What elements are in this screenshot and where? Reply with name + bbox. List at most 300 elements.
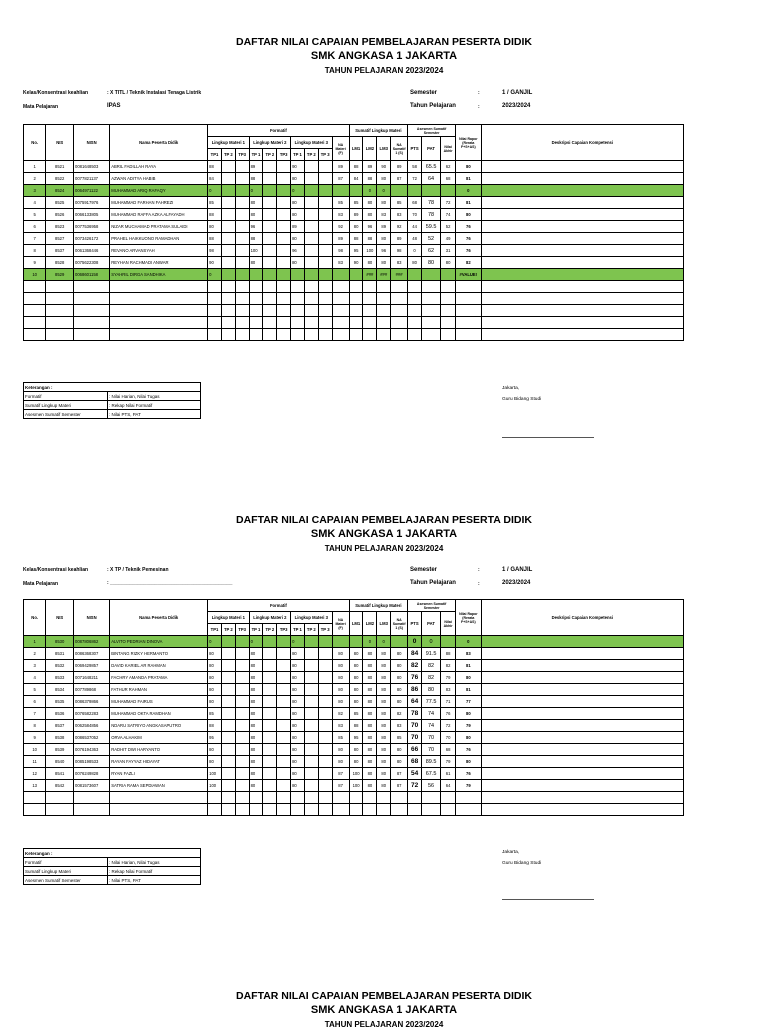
cell-lm3tp1: 80 xyxy=(291,660,305,672)
legend-value: : Rekap Nilai Formatif xyxy=(108,867,201,876)
cell-empty xyxy=(235,648,249,660)
semester-label: Semester xyxy=(410,567,438,573)
cell-pat: 89.5 xyxy=(421,756,440,768)
cell-akhir: 49 xyxy=(441,233,456,245)
academic-year: TAHUN PELAJARAN 2023/2024 xyxy=(324,544,444,553)
cell-lm3tp1: 80 xyxy=(291,732,305,744)
cell-na-s: 92 xyxy=(391,221,408,233)
cell-lm2: 80 xyxy=(363,720,377,732)
cell-empty xyxy=(263,720,277,732)
semester-value: 1 / GANJIL xyxy=(502,567,533,573)
cell-tp1: 88 xyxy=(208,233,222,245)
cell-pts: 68 xyxy=(408,756,422,768)
col-tp1: TP1 xyxy=(208,624,222,636)
cell-empty xyxy=(221,684,235,696)
cell-empty xyxy=(377,804,391,816)
cell-pat: 65.5 xyxy=(421,161,440,173)
col-tp2: TP 2 xyxy=(304,149,318,161)
cell-lm1: 85 xyxy=(349,197,363,209)
cell-nisn: 0076249828 xyxy=(74,768,110,780)
cell-na-f: 98 xyxy=(332,245,349,257)
cell-empty xyxy=(349,804,363,816)
cell-lm3: 80 xyxy=(377,780,391,792)
cell-empty xyxy=(263,792,277,804)
cell-lm2tp1: 80 xyxy=(249,257,263,269)
cell-lm2tp1: 88 xyxy=(249,173,263,185)
cell-na-s: 82 xyxy=(391,708,408,720)
legend-key: Formatif xyxy=(24,392,108,401)
cell-tp1: 80 xyxy=(208,744,222,756)
cell-akhir: 76 xyxy=(441,708,456,720)
cell-lm1: 80 xyxy=(349,684,363,696)
col-tp1: TP 1 xyxy=(249,624,263,636)
cell-lm3tp1: 80 xyxy=(291,768,305,780)
sign-role: Guru Bidang Studi xyxy=(502,397,542,402)
cell-empty xyxy=(304,792,318,804)
cell-na-s: 83 xyxy=(391,257,408,269)
cell-pts: 66 xyxy=(408,744,422,756)
kelas-label: Kelas/Konsentrasi keahlian xyxy=(23,567,89,573)
cell-lm3tp1: 80 xyxy=(291,672,305,684)
cell-pat: 52 xyxy=(421,233,440,245)
cell-empty xyxy=(235,672,249,684)
cell-empty xyxy=(110,792,208,804)
col-tp3: TP 3 xyxy=(318,624,332,636)
cell-na-s: 83 xyxy=(391,720,408,732)
col-tp1: TP 1 xyxy=(249,149,263,161)
cell-lm2tp1: 80 xyxy=(249,744,263,756)
school-name: SMK ANGKASA 1 JAKARTA xyxy=(310,50,458,62)
semester-label: Semester xyxy=(410,90,438,96)
cell-lm3tp1: 80 xyxy=(291,233,305,245)
cell-empty xyxy=(263,744,277,756)
cell-nisn: 0076582283 xyxy=(74,708,110,720)
cell-lm2tp1: 80 xyxy=(249,720,263,732)
cell-empty xyxy=(318,732,332,744)
cell-lm3tp1: 80 xyxy=(291,696,305,708)
semester-colon: : xyxy=(478,567,480,573)
cell-no: 8 xyxy=(24,245,46,257)
cell-empty xyxy=(277,720,291,732)
cell-lm2: 80 xyxy=(363,197,377,209)
cell-empty xyxy=(46,804,74,816)
cell-nisn: 0064971122 xyxy=(74,185,110,197)
col-nilai-rapor: Nilai Rapor (Rerata F+S+AS) xyxy=(456,600,482,636)
cell-empty xyxy=(304,660,318,672)
cell-empty xyxy=(235,696,249,708)
cell-rapor: 81 xyxy=(456,684,482,696)
cell-empty xyxy=(221,636,235,648)
col-formatif: Formatif xyxy=(208,125,350,137)
cell-nama: AZWAN ADITYA HABIB xyxy=(110,173,208,185)
cell-lm3tp1: 96 xyxy=(291,245,305,257)
mapel-value: IPAS xyxy=(107,103,121,109)
cell-lm2tp1: 80 xyxy=(249,768,263,780)
cell-lm1 xyxy=(349,636,363,648)
legend-key: Asesmen Sumatif Semester xyxy=(24,410,108,419)
cell-rapor: 80 xyxy=(456,756,482,768)
cell-no: 3 xyxy=(24,660,46,672)
cell-pts: 0 xyxy=(408,636,422,648)
mapel-value: : ____________________________________________ xyxy=(107,580,233,586)
cell-lm3tp1: 80 xyxy=(291,209,305,221)
table-row xyxy=(24,648,684,660)
cell-empty xyxy=(221,804,235,816)
grades-table xyxy=(23,599,684,816)
cell-lm2tp1: 96 xyxy=(249,221,263,233)
cell-lm1: 80 xyxy=(349,648,363,660)
cell-pat: 78 xyxy=(421,197,440,209)
cell-empty xyxy=(221,768,235,780)
cell-akhir: 31 xyxy=(441,245,456,257)
cell-lm1: 95 xyxy=(349,732,363,744)
cell-akhir: 79 xyxy=(441,672,456,684)
cell-nisn: 0086368307 xyxy=(74,648,110,660)
col-tp2: TP 2 xyxy=(221,149,235,161)
cell-rapor: 83 xyxy=(456,648,482,660)
cell-empty xyxy=(263,684,277,696)
cell-lm3: 80 xyxy=(377,257,391,269)
cell-akhir: 52 xyxy=(441,221,456,233)
cell-empty xyxy=(235,768,249,780)
cell-empty xyxy=(277,756,291,768)
academic-year: TAHUN PELAJARAN 2023/2024 xyxy=(324,66,444,75)
cell-pat: 78 xyxy=(421,209,440,221)
cell-tp1: 80 xyxy=(208,672,222,684)
cell-lm2: 88 xyxy=(363,233,377,245)
cell-na-s: 80 xyxy=(391,648,408,660)
cell-lm3: 83 xyxy=(377,209,391,221)
cell-tp1: 98 xyxy=(208,245,222,257)
cell-empty xyxy=(277,744,291,756)
cell-nama: RYAN FAZLI xyxy=(110,768,208,780)
cell-na-s: 87 xyxy=(391,780,408,792)
cell-empty xyxy=(263,768,277,780)
cell-nama: FATHUR RAHMAN xyxy=(110,684,208,696)
cell-na-f: 89 xyxy=(332,161,349,173)
col-lm-1: LM1 xyxy=(349,137,363,161)
cell-rapor: 81 xyxy=(456,660,482,672)
sign-place: Jakarta, xyxy=(502,386,520,391)
cell-akhir: 74 xyxy=(441,209,456,221)
col-pts: PTS xyxy=(408,612,422,636)
cell-lm2tp1: 80 xyxy=(249,732,263,744)
cell-na-f: 85 xyxy=(332,197,349,209)
cell-empty xyxy=(332,804,349,816)
cell-tp1: 100 xyxy=(208,780,222,792)
cell-no: 1 xyxy=(24,161,46,173)
cell-na-s: 83 xyxy=(391,209,408,221)
col-tp2: TP 2 xyxy=(263,624,277,636)
cell-tp1: 0 xyxy=(208,185,222,197)
cell-na-f: 87 xyxy=(332,780,349,792)
cell-nama: DAVID KARIEL AR RAHMAN xyxy=(110,660,208,672)
cell-empty xyxy=(221,744,235,756)
cell-pat: 74 xyxy=(421,708,440,720)
cell-empty xyxy=(304,768,318,780)
cell-lm2tp1: 0 xyxy=(249,185,263,197)
cell-lm2: 80 xyxy=(363,684,377,696)
cell-na-f: 80 xyxy=(332,660,349,672)
cell-nama: FACHRY AMANDA PRATAMA xyxy=(110,672,208,684)
cell-rapor: 0 xyxy=(456,185,482,197)
tahun-label: Tahun Pelajaran xyxy=(410,580,456,586)
col-pat: PAT xyxy=(421,612,440,636)
cell-lm3: 0 xyxy=(377,636,391,648)
cell-empty xyxy=(263,672,277,684)
cell-empty xyxy=(318,648,332,660)
cell-lm3tp1: 80 xyxy=(291,720,305,732)
cell-na-s: 80 xyxy=(391,684,408,696)
cell-nis: 8536 xyxy=(46,708,74,720)
cell-na-f: 80 xyxy=(332,672,349,684)
cell-no: 12 xyxy=(24,768,46,780)
col-nama: Nama Peserta Didik xyxy=(110,125,208,161)
cell-pts: 58 xyxy=(408,161,422,173)
cell-lm2: 80 xyxy=(363,780,377,792)
cell-nisn: 007789868 xyxy=(74,684,110,696)
cell-rapor: 76 xyxy=(456,768,482,780)
col-lm2: Lingkup Materi 2 xyxy=(249,137,290,149)
cell-nisn: 0062584856 xyxy=(74,720,110,732)
col-tp1: TP1 xyxy=(208,149,222,161)
cell-nisn: 0085198533 xyxy=(74,756,110,768)
cell-no: 11 xyxy=(24,756,46,768)
cell-nama: MUHAMMAD RAFFA AZKA ALFAYADH xyxy=(110,209,208,221)
signature-line xyxy=(502,899,594,900)
cell-empty xyxy=(391,804,408,816)
cell-lm3: 0 xyxy=(377,185,391,197)
cell-empty xyxy=(377,792,391,804)
cell-empty xyxy=(318,720,332,732)
cell-empty xyxy=(277,708,291,720)
cell-na-s: 89 xyxy=(391,161,408,173)
cell-nis: 8540 xyxy=(46,756,74,768)
cell-akhir: 68 xyxy=(441,744,456,756)
cell-tp1: 84 xyxy=(208,173,222,185)
cell-empty xyxy=(304,804,318,816)
col-tp2: TP 2 xyxy=(263,149,277,161)
legend-key: Formatif xyxy=(24,858,108,867)
cell-lm2tp1: 80 xyxy=(249,209,263,221)
cell-pts: 78 xyxy=(408,708,422,720)
cell-empty xyxy=(291,792,305,804)
cell-no: 5 xyxy=(24,209,46,221)
cell-na-s: 80 xyxy=(391,696,408,708)
cell-akhir: 80 xyxy=(441,257,456,269)
tahun-label: Tahun Pelajaran xyxy=(410,103,456,109)
col-na-materi: NA Materi (F) xyxy=(332,137,349,161)
cell-empty xyxy=(235,804,249,816)
cell-pat: 64 xyxy=(421,173,440,185)
col-tp3: TP3 xyxy=(277,149,291,161)
cell-lm3: 80 xyxy=(377,648,391,660)
col-lm1: Lingkup Materi 1 xyxy=(208,137,249,149)
cell-nama: ALVITO PEDRIAN DINOVA xyxy=(110,636,208,648)
legend-value: : Rekap Nilai Formatif xyxy=(108,401,201,410)
cell-lm3: 80 xyxy=(377,197,391,209)
cell-akhir: 62 xyxy=(441,161,456,173)
cell-empty xyxy=(304,780,318,792)
cell-lm3: 96 xyxy=(377,245,391,257)
cell-lm1: 80 xyxy=(349,672,363,684)
cell-empty xyxy=(318,684,332,696)
col-sumatif: Sumatif Lingkup Materi xyxy=(349,125,408,137)
cell-pts: 54 xyxy=(408,768,422,780)
cell-empty xyxy=(481,660,683,672)
col-nisn: NISN xyxy=(74,125,110,161)
table-row xyxy=(24,708,684,720)
col-asesmen: Asesmen Sumatif Semester xyxy=(408,125,456,137)
col-nisn: NISN xyxy=(74,600,110,636)
cell-lm1: 85 xyxy=(349,708,363,720)
legend-value: : Nilai Harian, Nilai Tugas xyxy=(108,392,201,401)
cell-lm1: 80 xyxy=(349,744,363,756)
cell-empty xyxy=(408,792,422,804)
cell-empty xyxy=(318,804,332,816)
cell-lm2: 100 xyxy=(363,245,377,257)
cell-empty xyxy=(304,732,318,744)
cell-empty xyxy=(481,708,683,720)
cell-nama: ORVA ALHAKIM xyxy=(110,732,208,744)
cell-akhir: 83 xyxy=(441,684,456,696)
kelas-value: : X TP / Teknik Pemesinan xyxy=(107,567,169,573)
cell-pts: 70 xyxy=(408,720,422,732)
cell-empty xyxy=(46,792,74,804)
cell-lm1: 95 xyxy=(349,245,363,257)
tahun-value: 2023/2024 xyxy=(502,103,531,109)
table-row xyxy=(24,636,684,648)
cell-nisn: 0076194363 xyxy=(74,744,110,756)
kelas-value: : X TITL / Teknik Instalasi Tenaga Listrik xyxy=(107,90,202,96)
table-row xyxy=(24,660,684,672)
cell-empty xyxy=(421,792,440,804)
col-lm-1: LM1 xyxy=(349,612,363,636)
cell-nama: MUHAMMAD ARIQ RAFAQY xyxy=(110,185,208,197)
cell-nis: 8538 xyxy=(46,732,74,744)
col-lm-3: LM3 xyxy=(377,612,391,636)
cell-empty xyxy=(318,660,332,672)
cell-nisn: 0075622308 xyxy=(74,257,110,269)
col-formatif: Formatif xyxy=(208,600,350,612)
cell-empty xyxy=(221,756,235,768)
cell-lm3tp1: 80 xyxy=(291,708,305,720)
cell-no: 6 xyxy=(24,221,46,233)
cell-empty xyxy=(263,780,277,792)
legend-value: : Nilai Harian, Nilai Tugas xyxy=(108,858,201,867)
cell-nisn: 0066133805 xyxy=(74,209,110,221)
cell-rapor: 80 xyxy=(456,161,482,173)
cell-lm2: 80 xyxy=(363,660,377,672)
tahun-colon: : xyxy=(478,104,480,110)
school-name: SMK ANGKASA 1 JAKARTA xyxy=(310,1004,458,1016)
cell-empty xyxy=(221,708,235,720)
cell-pat: 80 xyxy=(421,684,440,696)
cell-rapor: 80 xyxy=(456,732,482,744)
cell-empty xyxy=(304,684,318,696)
cell-tp1: 88 xyxy=(208,161,222,173)
cell-akhir: 68 xyxy=(441,173,456,185)
cell-no: 7 xyxy=(24,708,46,720)
cell-tp1: 85 xyxy=(208,708,222,720)
cell-na-f: 87 xyxy=(332,173,349,185)
cell-rapor: 76 xyxy=(456,233,482,245)
cell-empty xyxy=(481,684,683,696)
cell-rapor: 76 xyxy=(456,221,482,233)
cell-lm2tp1: 80 xyxy=(249,696,263,708)
col-tp2: TP 2 xyxy=(221,624,235,636)
cell-lm2tp1: 80 xyxy=(249,708,263,720)
table-row xyxy=(24,744,684,756)
cell-tp1: 100 xyxy=(208,768,222,780)
cell-empty xyxy=(481,804,683,816)
col-lm3: Lingkup Materi 3 xyxy=(291,137,332,149)
cell-empty xyxy=(481,792,683,804)
cell-empty xyxy=(481,756,683,768)
cell-empty xyxy=(318,696,332,708)
col-tp3: TP3 xyxy=(235,624,249,636)
cell-lm2tp1: 89 xyxy=(249,161,263,173)
cell-na-f xyxy=(332,636,349,648)
cell-empty xyxy=(277,672,291,684)
cell-empty xyxy=(235,744,249,756)
col-pat: PAT xyxy=(421,137,440,161)
cell-lm1: 100 xyxy=(349,768,363,780)
cell-empty xyxy=(332,792,349,804)
col-lm1: Lingkup Materi 1 xyxy=(208,612,249,624)
cell-empty xyxy=(304,696,318,708)
cell-nis: 8531 xyxy=(46,648,74,660)
cell-empty xyxy=(363,804,377,816)
cell-lm3: 80 xyxy=(377,173,391,185)
cell-rapor: 76 xyxy=(456,245,482,257)
cell-pat: 56 xyxy=(421,780,440,792)
col-lm-2: LM2 xyxy=(363,612,377,636)
cell-nisn: 0075917976 xyxy=(74,197,110,209)
cell-no: 10 xyxy=(24,269,46,281)
cell-lm2tp1: 80 xyxy=(249,780,263,792)
cell-lm1: 80 xyxy=(349,221,363,233)
cell-nis: 8533 xyxy=(46,672,74,684)
cell-tp1: 80 xyxy=(208,684,222,696)
cell-na-f: 85 xyxy=(332,732,349,744)
cell-tp1: 80 xyxy=(208,696,222,708)
cell-tp1: 80 xyxy=(208,756,222,768)
cell-lm2: 80 xyxy=(363,257,377,269)
cell-lm1: 84 xyxy=(349,173,363,185)
cell-no: 6 xyxy=(24,696,46,708)
cell-na-s: 80 xyxy=(391,744,408,756)
cell-akhir: 72 xyxy=(441,197,456,209)
school-name: SMK ANGKASA 1 JAKARTA xyxy=(310,528,458,540)
cell-empty xyxy=(304,672,318,684)
cell-tp1: 90 xyxy=(208,257,222,269)
cell-akhir: 82 xyxy=(441,660,456,672)
cell-pts: 44 xyxy=(408,221,422,233)
cell-empty xyxy=(318,768,332,780)
cell-empty xyxy=(277,768,291,780)
cell-empty xyxy=(221,720,235,732)
col-tp3: TP3 xyxy=(277,624,291,636)
cell-empty xyxy=(304,648,318,660)
cell-empty xyxy=(235,684,249,696)
cell-lm2: ### xyxy=(363,269,377,281)
cell-empty xyxy=(221,672,235,684)
cell-na-s: 85 xyxy=(391,732,408,744)
cell-lm3tp1: 80 xyxy=(291,744,305,756)
cell-pat: 70 xyxy=(421,732,440,744)
cell-lm2tp1: 80 xyxy=(249,660,263,672)
